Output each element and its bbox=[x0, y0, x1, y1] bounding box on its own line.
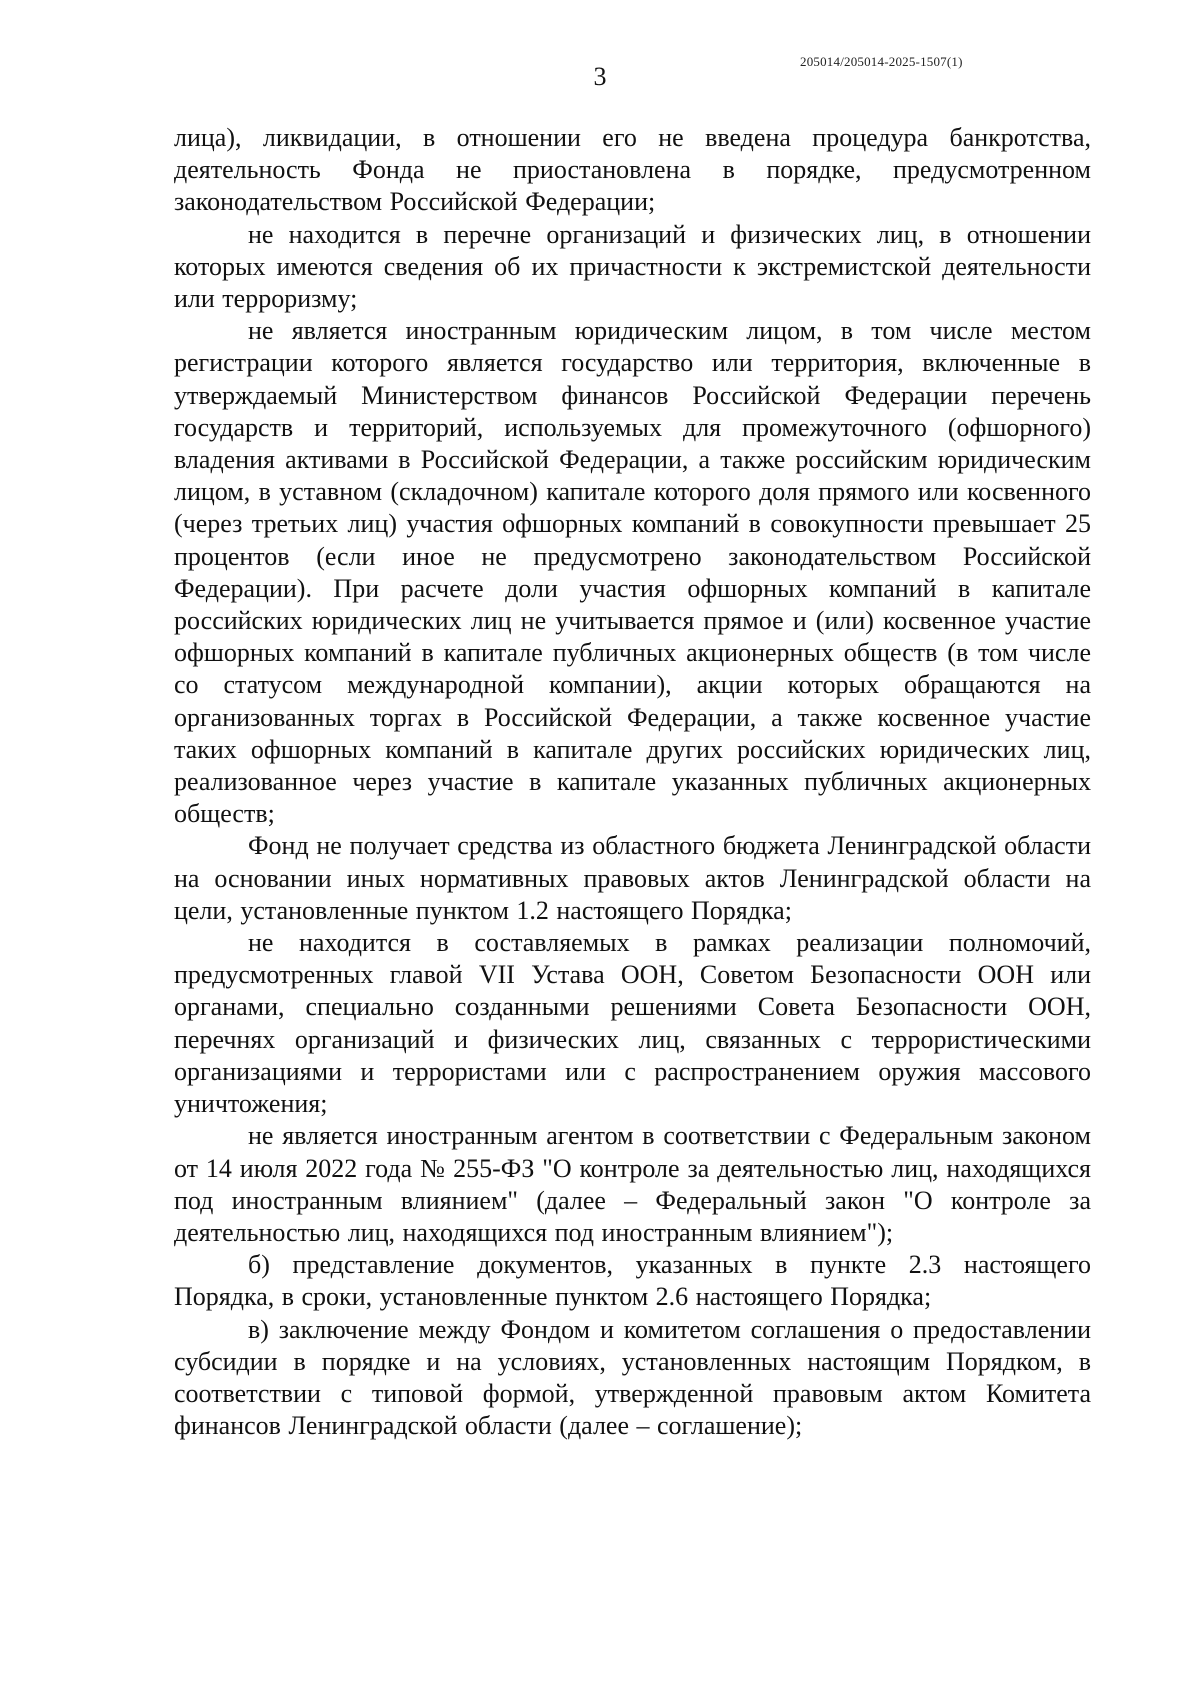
paragraph-un-sanctions: не находится в составляемых в рамках реализации полномочий, предусмотренных главой VII Устава ООН, Советом Безопасности ООН или органами, специально созданными решениями Совета Безопасности ООН, перечнях организаций и физических лиц, связанных с террористическими организациями и террористами или с распространением оружия массового уничтожения; bbox=[174, 928, 1091, 1119]
page-number: 3 bbox=[593, 62, 607, 91]
paragraph-documents-submission: б) представление документов, указанных в пункте 2.3 настоящего Порядка, в сроки, установленные пунктом 2.6 настоящего Порядка; bbox=[174, 1250, 1091, 1312]
paragraph-foreign-agent: не является иностранным агентом в соответствии с Федеральным законом от 14 июля 2022 года № 255-ФЗ "О контроле за деятельностью лиц, находящихся под иностранным влиянием" (далее – Федеральный закон "О контроле за деятельностью лиц, находящихся под иностранным влиянием"); bbox=[174, 1121, 1091, 1247]
document-registration-number: 205014/205014-2025-1507(1) bbox=[800, 54, 963, 69]
document-body bbox=[174, 122, 1091, 1442]
paragraph-regional-budget: Фонд не получает средства из областного бюджета Ленинградской области на основании иных нормативных правовых актов Ленинградской области на цели, установленные пунктом 1.2 настоящего Порядка; bbox=[174, 831, 1091, 925]
paragraph-offshore: не является иностранным юридическим лицом, в том числе местом регистрации которого является государство или территория, включенные в утверждаемый Министерством финансов Российской Федерации перечень государств и территорий, используемых для промежуточного (офшорного) владения активами в Российской Федерации, а также российским юридическим лицом, в уставном (складочном) капитале которого доля прямого или косвенного (через третьих лиц) участия офшорных компаний в совокупности превышает 25 процентов (если иное не предусмотрено законодательством Российской Федерации). При расчете доли участия офшорных компаний в капитале российских юридических лиц не учитывается прямое и (или) косвенное участие офшорных компаний в капитале публичных акционерных обществ (в том числе со статусом международной компании), акции которых обращаются на организованных торгах в Российской Федерации, а также косвенное участие таких офшорных компаний в капитале других российских юридических лиц, реализованное через участие в капитале указанных публичных акционерных обществ; bbox=[174, 316, 1091, 829]
paragraph-liquidation: лица), ликвидации, в отношении его не введена процедура банкротства, деятельность Фонда не приостановлена в порядке, предусмотренном законодательством Российской Федерации; bbox=[174, 123, 1091, 217]
paragraph-agreement: в) заключение между Фондом и комитетом соглашения о предоставлении субсидии в порядке и на условиях, установленных настоящим Порядком, в соответствии с типовой формой, утвержденной правовым актом Комитета финансов Ленинградской области (далее – соглашение); bbox=[174, 1314, 1091, 1441]
paragraph-extremism-list: не находится в перечне организаций и физических лиц, в отношении которых имеются сведения об их причастности к экстремистской деятельности или терроризму; bbox=[174, 219, 1091, 314]
